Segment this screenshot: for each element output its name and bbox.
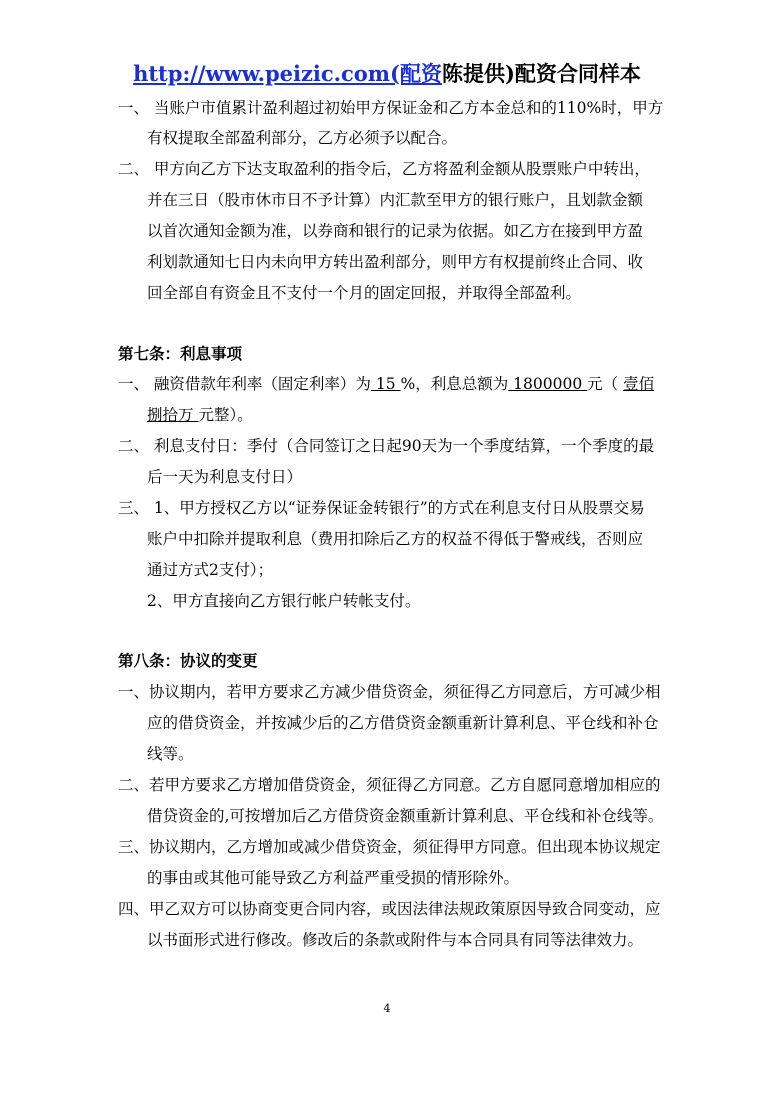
text-line: 应的借贷资金，并按减少后的乙方借贷资金额重新计算利息、平仓线和补仓 <box>147 714 659 732</box>
text-line: 一、 当账户市值累计盈利超过初始甲方保证金和乙方本金总和的110%时，甲方 <box>118 99 664 117</box>
interest-amount-chinese: 壹佰 <box>623 375 655 393</box>
text-line: 三、协议期内，乙方增加或减少借贷资金，须征得甲方同意。但出现本协议规定 <box>118 838 661 856</box>
page-header <box>0 58 774 88</box>
header-link[interactable]: http://www.peizic.com(配资 <box>133 61 442 86</box>
article-8-heading: 第八条：协议的变更 <box>118 651 258 670</box>
text-line: 四、甲乙双方可以协商变更合同内容，或因法律法规政策原因导致合同变动，应 <box>118 900 661 918</box>
text-line: 利划款通知七日内未向甲方转出盈利部分，则甲方有权提前终止合同、收 <box>147 253 644 271</box>
text-line: 二、 甲方向乙方下达支取盈利的指令后，乙方将盈利金额从股票账户中转出， <box>118 160 650 178</box>
text-line: 二、 利息支付日：季付（合同签订之日起90天为一个季度结算，一个季度的最 <box>118 437 655 455</box>
item-text: %，利息总额为 <box>400 375 509 393</box>
text-line: 2、甲方直接向乙方银行帐户转帐支付。 <box>147 592 421 610</box>
text-line: 以首次通知金额为准，以券商和银行的记录为依据。如乙方在接到甲方盈 <box>147 222 644 240</box>
text-line: 账户中扣除并提取利息（费用扣除后乙方的权益不得低于警戒线，否则应 <box>147 530 644 548</box>
text-line: 并在三日（股市休市日不予计算）内汇款至甲方的银行账户，且划款金额 <box>147 191 644 209</box>
article-7-heading: 第七条：利息事项 <box>118 344 243 363</box>
text-line: 线等。 <box>147 745 194 763</box>
text-line: 后一天为利息支付日） <box>147 468 303 486</box>
article-7-item-1 <box>118 374 654 394</box>
text-line: 二、若甲方要求乙方增加借贷资金，须征得乙方同意。乙方自愿同意增加相应的 <box>118 776 661 794</box>
article-7-item-1-cont <box>147 405 253 425</box>
item-text: 一、 融资借款年利率（固定利率）为 <box>118 375 371 393</box>
item-text: 元（ <box>587 375 624 393</box>
text-line: 通过方式2支付）； <box>147 561 274 579</box>
text-line: 以书面形式进行修改。修改后的条款或附件与本合同具有同等法律效力。 <box>147 931 644 949</box>
text-line: 借贷资金的,可按增加后乙方借贷资金额重新计算利息、平仓线和补仓线等。 <box>147 807 664 825</box>
interest-rate-value: 15 <box>370 375 401 393</box>
text-line: 有权提取全部盈利部分，乙方必须予以配合。 <box>147 129 458 147</box>
text-line: 三、 1、甲方授权乙方以“证券保证金转银行”的方式在利息支付日从股票交易 <box>118 499 645 517</box>
text-line: 的事由或其他可能导致乙方利益严重受损的情形除外。 <box>147 869 520 887</box>
item-text: 元整）。 <box>198 406 253 424</box>
text-line: 一、协议期内，若甲方要求乙方减少借贷资金，须征得乙方同意后，方可减少相 <box>118 683 661 701</box>
header-title: 陈提供)配资合同样本 <box>441 61 641 86</box>
interest-amount-value: 1800000 <box>508 375 588 393</box>
text-line: 回全部自有资金且不支付一个月的固定回报，并取得全部盈利。 <box>147 284 582 302</box>
interest-amount-chinese-cont: 捌拾万 <box>147 406 199 424</box>
page-number: 4 <box>383 1002 391 1015</box>
